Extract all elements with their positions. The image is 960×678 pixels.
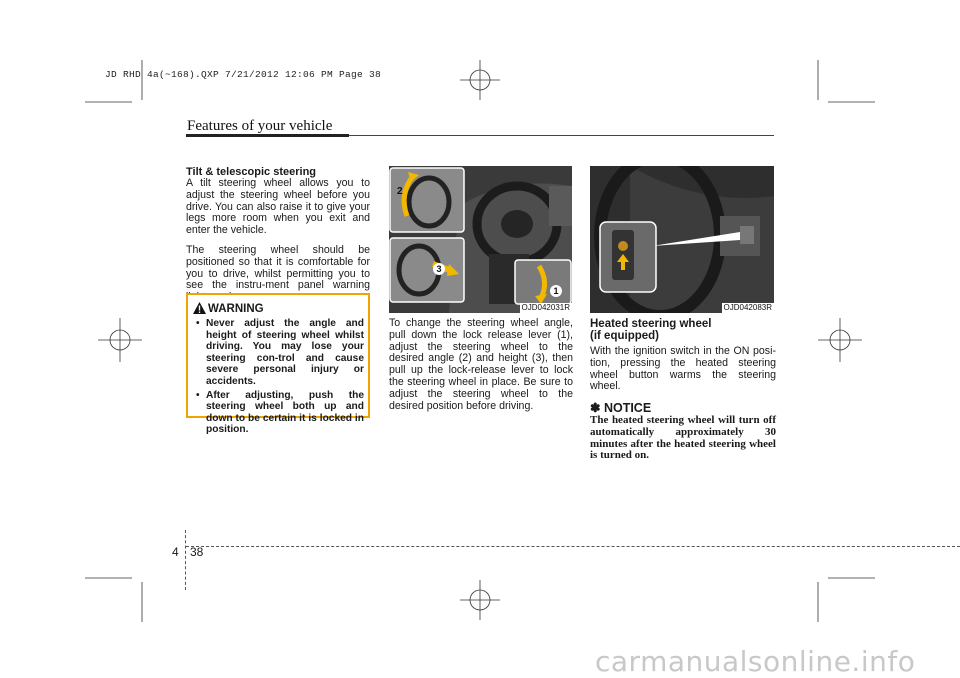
notice-text: The heated steering wheel will turn off automatically approximately 30 minutes after the heated steering wheel is turned on. [590, 413, 776, 462]
steering-column-illustration [389, 166, 572, 313]
heated-heading-line1: Heated steering wheel [590, 318, 712, 330]
image-code: OJD042083R [723, 303, 772, 312]
positioning-paragraph: The steering wheel should be positioned so that it is comfortable for you to drive, whilst permitting you to see the instru-ment panel warning [186, 243, 370, 292]
footer-vertical-dash [185, 530, 186, 590]
chapter-rule-thick [186, 134, 349, 137]
chapter-number: 4 [172, 545, 179, 559]
heated-steering-photo [590, 166, 774, 313]
chapter-rule-thin [349, 135, 774, 136]
heated-button-illustration [590, 166, 774, 313]
footer-dashed-rule [186, 546, 960, 547]
watermark: carmanualsonline.info [595, 645, 916, 678]
page-number: 38 [190, 545, 204, 559]
warning-triangle-icon [193, 302, 206, 314]
warning-list [196, 318, 364, 438]
right-column [590, 318, 776, 462]
section-heading: Tilt & telescopic steering [186, 166, 317, 178]
intro-paragraph: A tilt steering wheel allows you to adjust the steering wheel before you drive. You can also raise it to give your legs more room when you exit and enter the vehicle. [186, 177, 370, 237]
steering-adjust-photo [389, 166, 572, 313]
heated-heading-line2: (if equipped) [590, 330, 659, 342]
image-code: OJD042031R [521, 303, 570, 312]
warning-item: • Never adjust the angle and height of steering wheel whilst driving. You may lose your steering con-trol and cause severe personal injury or accidents. [196, 318, 364, 388]
callout-2: 2 [397, 186, 403, 197]
print-slug: JD RHD 4a(~168).QXP 7/21/2012 12:06 PM Page 38 [105, 69, 382, 80]
warning-item: • After adjusting, push the steering wheel both up and down to be certain it is locked in position. [196, 390, 364, 436]
notice-title: ✽ NOTICE [590, 401, 652, 416]
left-column [186, 166, 370, 304]
middle-text: To change the steering wheel angle, pull down the lock release lever (1), adjust the steering wheel to the desired angle (2) and height (3), then pull up the lock-release lever to lock the steering wheel in place. Be sure to adjust the steering wheel to the desired position before driving. [389, 317, 573, 412]
heated-paragraph: With the ignition switch in the ON posi-tion, pressing the heated steering wheel button warms the steering wheel. [590, 345, 776, 393]
warning-box [186, 293, 370, 436]
callout-1: 1 [550, 285, 562, 297]
chapter-title: Features of your vehicle [187, 118, 333, 134]
warning-title: WARNING [208, 303, 264, 315]
callout-3: 3 [433, 263, 445, 275]
